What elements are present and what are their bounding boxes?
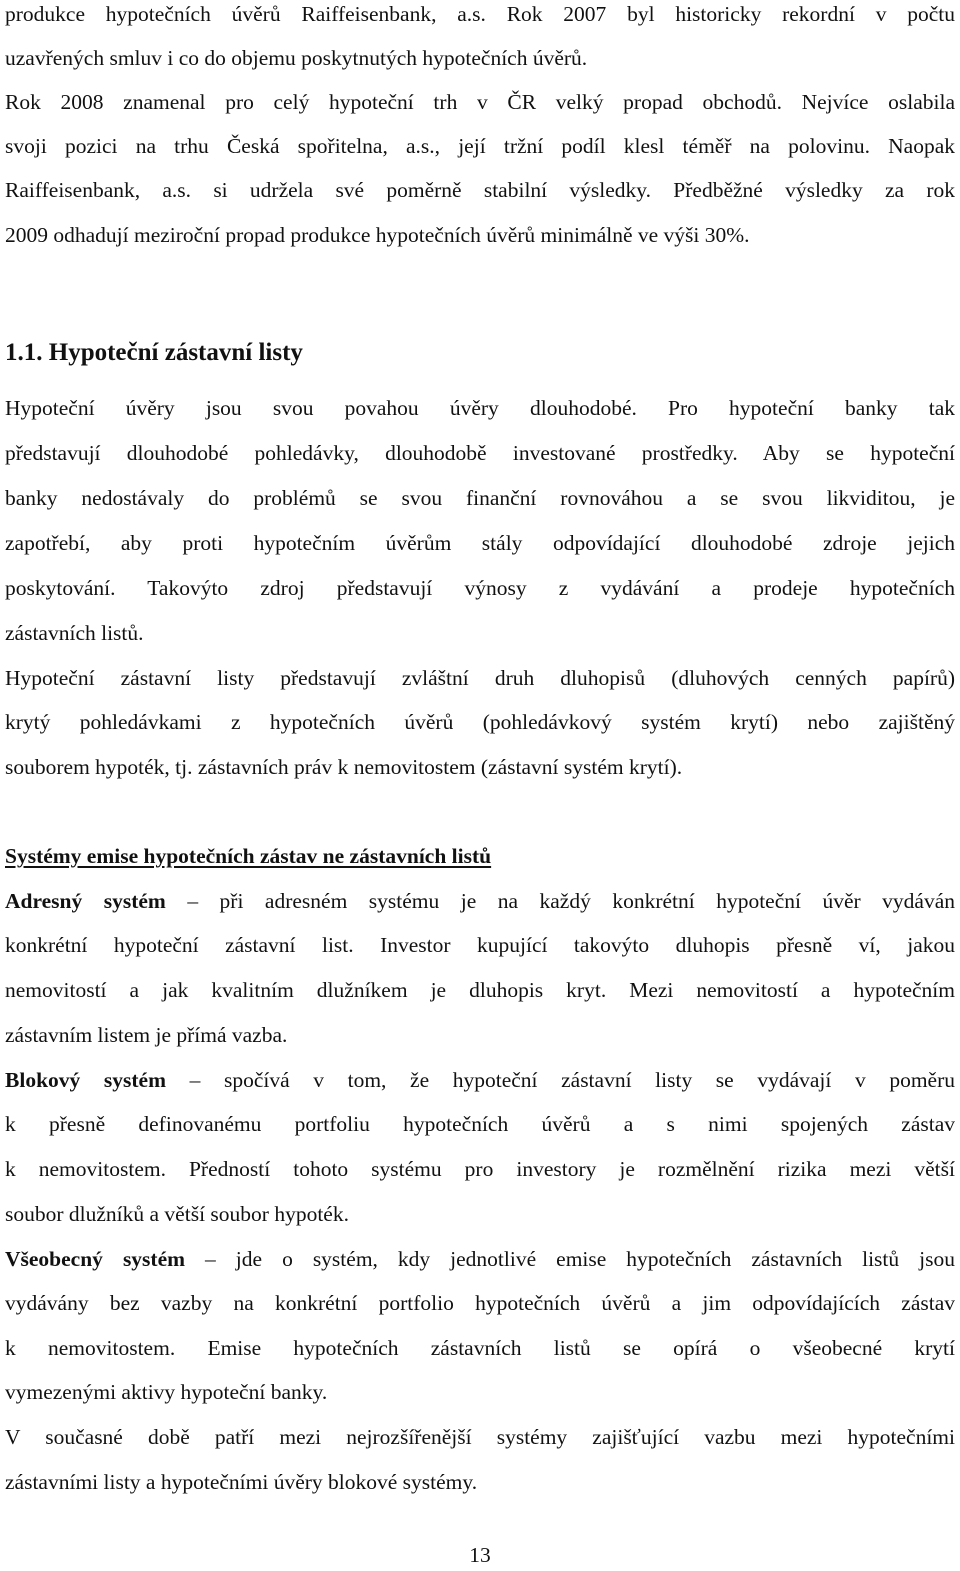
text-line: Raiffeisenbank, a.s. si udržela své poměrně stabilní výsledky. Předběžné výsledky za rok — [5, 178, 955, 202]
text-line: zapotřebí, aby proti hypotečním úvěrům stály odpovídající dlouhodobé zdroje jejich — [5, 531, 955, 555]
definition-blokovy — [5, 1066, 955, 1094]
text-line: souborem hypoték, tj. zástavních práv k nemovitostem (zástavní systém krytí). — [5, 755, 683, 779]
text-line: soubor dlužníků a větší soubor hypoték. — [5, 1202, 349, 1226]
text-line: představují dlouhodobé pohledávky, dlouhodobě investované prostředky. Aby se hypoteční — [5, 441, 955, 465]
definition-text: – spočívá v tom, že hypoteční zástavní listy se vydávají v poměru — [165, 1068, 955, 1092]
text-line: krytý pohledávkami z hypotečních úvěrů (pohledávkový systém krytí) nebo zajištěný — [5, 710, 955, 734]
text-line: k nemovitostem. Emise hypotečních zástavních listů se opírá o všeobecné krytí — [5, 1336, 955, 1360]
text-line: Hypoteční zástavní listy představují zvláštní druh dluhopisů (dluhových cenných papírů) — [5, 666, 955, 690]
term-blokovy: Blokový systém — [5, 1068, 166, 1092]
text-line: vymezenými aktivy hypoteční banky. — [5, 1380, 328, 1404]
definition-text: – při adresném systému je na každý konkrétní hypoteční úvěr vydáván — [165, 889, 955, 913]
text-line: k přesně definovanému portfoliu hypotečních úvěrů a s nimi spojených zástav — [5, 1112, 955, 1136]
text-line: Hypoteční úvěry jsou svou povahou úvěry dlouhodobé. Pro hypoteční banky tak — [5, 396, 955, 420]
page-number: 13 — [469, 1543, 491, 1567]
text-line: 2009 odhadují meziroční propad produkce hypotečních úvěrů minimálně ve výši 30%. — [5, 223, 750, 247]
section-heading: 1.1. Hypoteční zástavní listy — [5, 339, 303, 366]
text-line: Rok 2008 znamenal pro celý hypoteční trh v ČR velký propad obchodů. Nejvíce oslabila — [5, 90, 955, 114]
definition-text: – jde o systém, kdy jednotlivé emise hypotečních zástavních listů jsou — [185, 1247, 955, 1271]
text-line: svoji pozici na trhu Česká spořitelna, a.s., její tržní podíl klesl téměř na polovinu. Naopak — [5, 134, 955, 158]
text-line: nemovitostí a jak kvalitním dlužníkem je dluhopis kryt. Mezi nemovitostí a hypotečním — [5, 978, 955, 1002]
definition-vseobecny — [5, 1245, 955, 1273]
text-line: produkce hypotečních úvěrů Raiffeisenbank, a.s. Rok 2007 byl historicky rekordní v počtu — [5, 2, 955, 26]
subsection-heading: Systémy emise hypotečních zástav ne zástavních listů — [5, 844, 492, 868]
text-line: konkrétní hypoteční zástavní list. Investor kupující takovýto dluhopis přesně ví, jakou — [5, 933, 955, 957]
text-line: V současné době patří mezi nejrozšířenější systémy zajišťující vazbu mezi hypotečními — [5, 1425, 955, 1449]
text-line: k nemovitostem. Předností tohoto systému pro investory je rozmělnění rizika mezi větší — [5, 1157, 955, 1181]
text-line: vydávány bez vazby na konkrétní portfolio hypotečních úvěrů a jim odpovídajících zástav — [5, 1291, 955, 1315]
text-line: zástavním listem je přímá vazba. — [5, 1023, 288, 1047]
text-line: zástavních listů. — [5, 621, 144, 645]
text-line: banky nedostávaly do problémů se svou finanční rovnováhou a se svou likviditou, je — [5, 486, 955, 510]
text-line: zástavními listy a hypotečními úvěry blokové systémy. — [5, 1470, 478, 1494]
text-line: uzavřených smluv i co do objemu poskytnutých hypotečních úvěrů. — [5, 46, 588, 70]
definition-adresny — [5, 887, 955, 915]
term-vseobecny: Všeobecný systém — [5, 1247, 186, 1271]
text-line: poskytování. Takovýto zdroj představují výnosy z vydávání a prodeje hypotečních — [5, 576, 955, 600]
term-adresny: Adresný systém — [5, 889, 166, 913]
